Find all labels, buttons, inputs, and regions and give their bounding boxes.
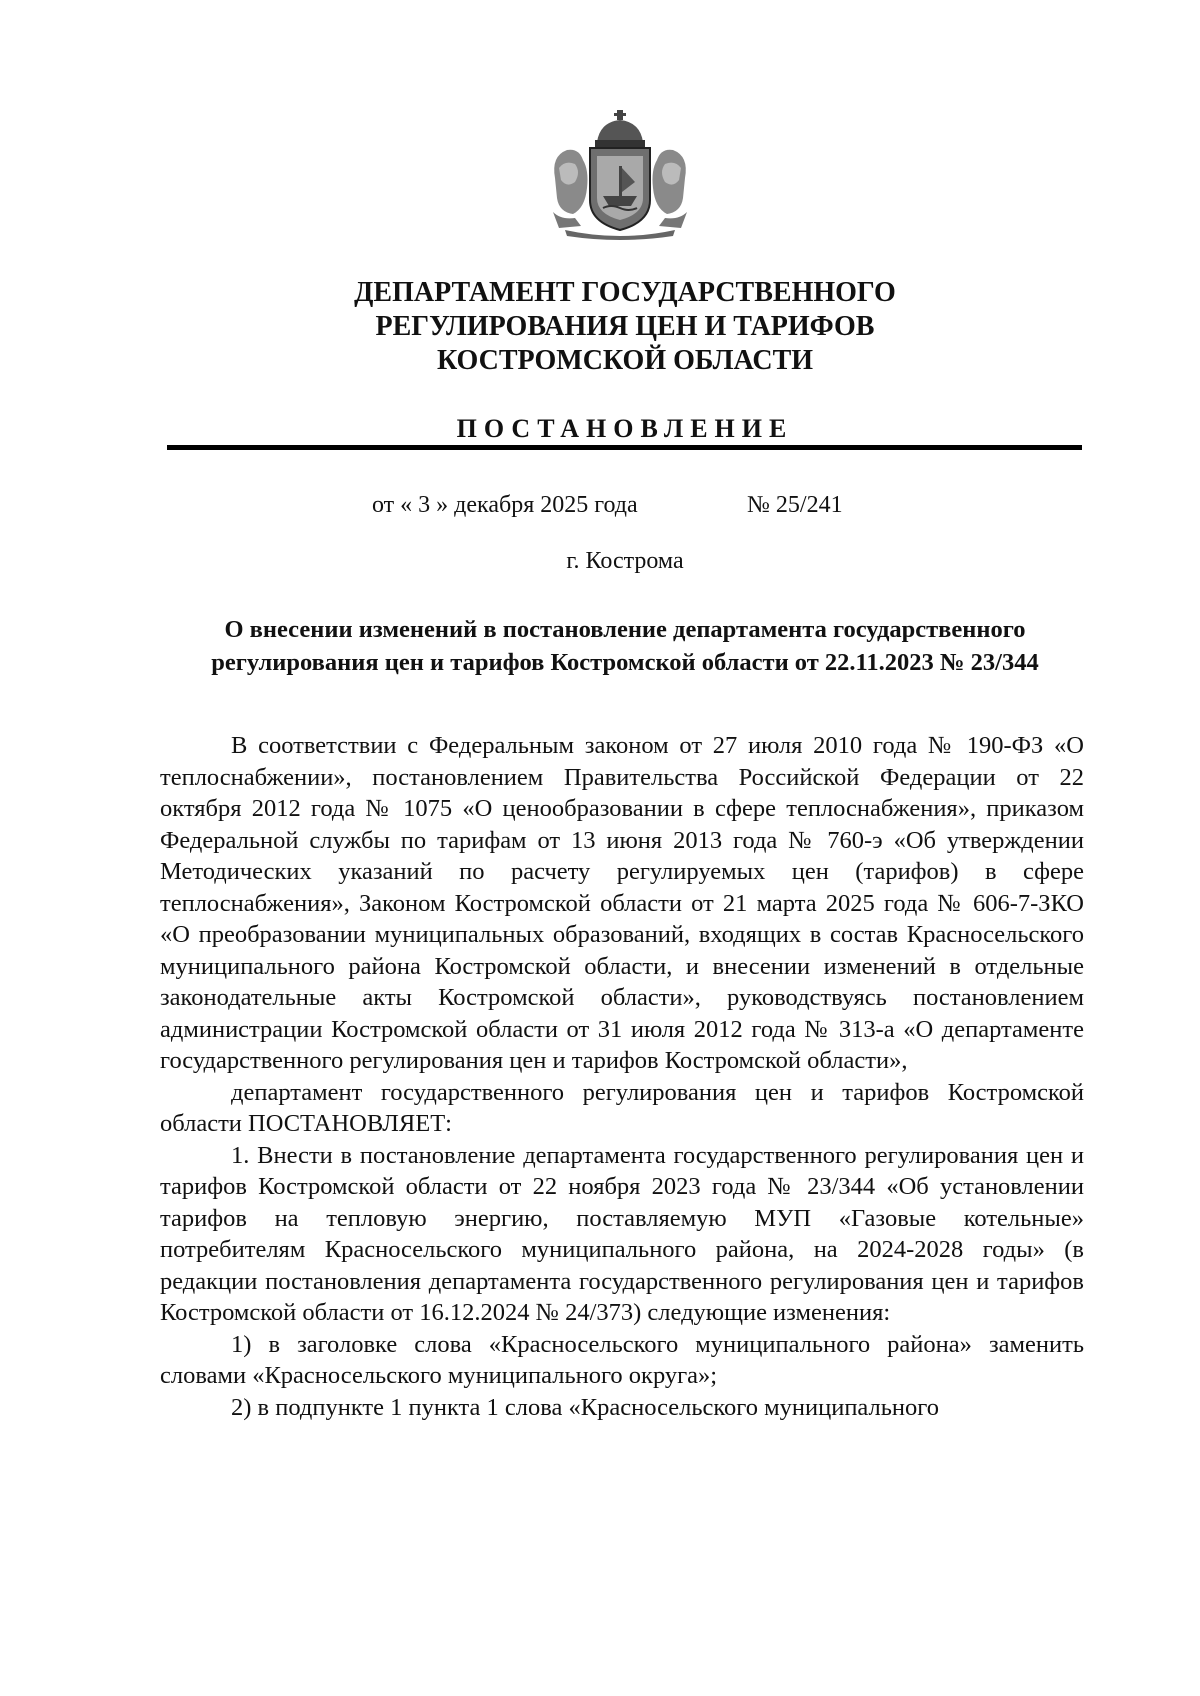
- org-name-line-2: РЕГУЛИРОВАНИЯ ЦЕН И ТАРИФОВ: [375, 311, 875, 342]
- body-paragraph-item-1: 1. Внести в постановление департамента государственного регулирования цен и тарифов Костромской области от 22 ноября 2023 года № 23/344 «Об установлении тарифов на тепловую энергию, поставляемую МУП «Газовые котельные» потребителям Красносельского муниципального района, на 2024-2028 годы» (в редакции постановления департамента государственного регулирования цен и тарифов Костромской области от 16.12.2024 № 24/373) следующие изменения:: [160, 1141, 1084, 1326]
- body-paragraph-subitem-2: 2) в подпункте 1 пункта 1 слова «Красносельского муниципального: [231, 1393, 939, 1421]
- body-paragraph-subitem-1: 1) в заголовке слова «Красносельского муниципального района» заменить словами «Красносельского муниципального округа»;: [160, 1330, 1084, 1389]
- document-date: от « 3 » декабря 2025 года: [372, 492, 638, 518]
- org-name-line-3: КОСТРОМСКОЙ ОБЛАСТИ: [436, 345, 814, 376]
- document-type-title: ПОСТАНОВЛЕНИЕ: [456, 414, 794, 443]
- coat-of-arms-icon: [545, 108, 695, 242]
- document-city: г. Кострома: [566, 548, 684, 574]
- document-subject: О внесении изменений в постановление департамента государственного регулирования цен и тарифов Костромской области от 22.11.2023 № 23/344: [211, 616, 1039, 676]
- document-body: [160, 730, 1084, 1423]
- document-number: № 25/241: [747, 492, 843, 518]
- body-paragraph-resolves: департамент государственного регулирования цен и тарифов Костромской области ПОСТАНОВЛЯЕТ:: [160, 1078, 1084, 1137]
- body-paragraph-preamble: В соответствии с Федеральным законом от 27 июля 2010 года № 190-ФЗ «О теплоснабжении», постановлением Правительства Российской Федерации от 22 октября 2012 года № 1075 «О ценообразовании в сфере теплоснабжения», приказом Федеральной службы по тарифам от 13 июня 2013 года № 760-э «Об утверждении Методических указаний по расчету регулируемых цен (тарифов) в сфере теплоснабжения», Законом Костромской области от 21 марта 2025 года № 606-7-ЗКО «О преобразовании муниципальных образований, входящих в состав Красносельского муниципального района Костромской области, и внесении изменений в отдельные законодательные акты Костромской области», руководствуясь постановлением администрации Костромской области от 31 июля 2012 года № 313-а «О департаменте государственного регулирования цен и тарифов Костромской области»,: [160, 732, 1084, 1074]
- header-divider: [167, 445, 1082, 450]
- org-name-line-1: ДЕПАРТАМЕНТ ГОСУДАРСТВЕННОГО: [354, 277, 896, 308]
